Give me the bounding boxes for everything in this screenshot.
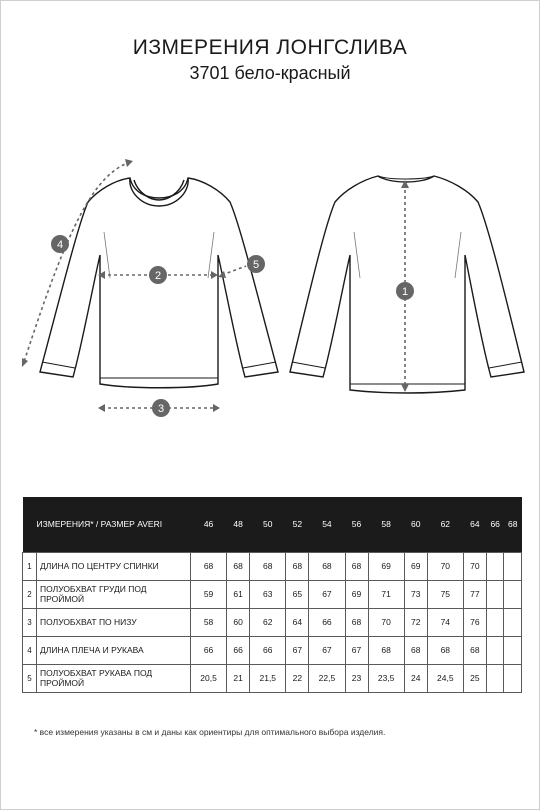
table-cell <box>504 552 522 580</box>
row-number: 3 <box>23 608 37 636</box>
row-label: ПОЛУОБХВАТ ГРУДИ ПОД ПРОЙМОЙ <box>37 580 191 608</box>
table-cell: 67 <box>309 580 345 608</box>
size-header: 60 <box>404 497 427 552</box>
table-cell: 76 <box>463 608 486 636</box>
table-cell: 61 <box>227 580 250 608</box>
back-collar <box>378 176 434 179</box>
table-cell <box>504 608 522 636</box>
size-header: 66 <box>486 497 504 552</box>
table-cell <box>486 552 504 580</box>
table-cell: 59 <box>191 580 227 608</box>
table-cell: 68 <box>427 636 463 664</box>
table-row <box>23 664 522 692</box>
size-header: 48 <box>227 497 250 552</box>
svg-text:5: 5 <box>252 259 260 271</box>
row-label: ПОЛУОБХВАТ РУКАВА ПОД ПРОЙМОЙ <box>37 664 191 692</box>
row-label: ПОЛУОБХВАТ ПО НИЗУ <box>37 608 191 636</box>
size-header: 52 <box>286 497 309 552</box>
table-cell: 73 <box>404 580 427 608</box>
svg-text:3: 3 <box>157 403 165 415</box>
marker-4-icon <box>51 235 69 253</box>
table-cell <box>486 580 504 608</box>
row-number: 1 <box>23 552 37 580</box>
table-cell: 67 <box>345 636 368 664</box>
table-cell <box>486 608 504 636</box>
table-cell: 70 <box>368 608 404 636</box>
marker-1-icon <box>396 282 414 300</box>
table-cell: 66 <box>309 608 345 636</box>
table-cell: 72 <box>404 608 427 636</box>
table-cell: 69 <box>345 580 368 608</box>
row-label: ДЛИНА ПЛЕЧА И РУКАВА <box>37 636 191 664</box>
table-cell <box>504 636 522 664</box>
svg-text:2: 2 <box>154 270 162 282</box>
table-cell: 68 <box>368 636 404 664</box>
svg-text:4: 4 <box>56 239 64 251</box>
table-cell: 75 <box>427 580 463 608</box>
table-cell <box>504 580 522 608</box>
page-title: ИЗМЕРЕНИЯ ЛОНГСЛИВА <box>132 36 408 59</box>
measure-line-sleeve <box>24 162 130 362</box>
table-row <box>23 608 522 636</box>
measure-lines <box>24 162 405 408</box>
size-header: 56 <box>345 497 368 552</box>
table-cell: 68 <box>463 636 486 664</box>
table-cell: 68 <box>286 552 309 580</box>
marker-2-icon <box>149 266 167 284</box>
table-row <box>23 636 522 664</box>
size-header: 58 <box>368 497 404 552</box>
table-cell: 71 <box>368 580 404 608</box>
table-cell: 24,5 <box>427 664 463 692</box>
table-cell: 66 <box>227 636 250 664</box>
table-cell: 70 <box>427 552 463 580</box>
table-cell: 23 <box>345 664 368 692</box>
table-cell <box>486 636 504 664</box>
table-cell: 23,5 <box>368 664 404 692</box>
garment-sketch <box>0 140 540 440</box>
table-cell: 65 <box>286 580 309 608</box>
size-header: 54 <box>309 497 345 552</box>
table-cell: 68 <box>250 552 286 580</box>
table-cell: 68 <box>191 552 227 580</box>
table-cell: 70 <box>463 552 486 580</box>
size-header: 50 <box>250 497 286 552</box>
table-cell: 22,5 <box>309 664 345 692</box>
table-cell: 67 <box>309 636 345 664</box>
table-cell: 68 <box>404 636 427 664</box>
table-cell: 69 <box>368 552 404 580</box>
table-cell: 25 <box>463 664 486 692</box>
size-header: 62 <box>427 497 463 552</box>
table-cell: 62 <box>250 608 286 636</box>
marker-5-icon <box>247 255 265 273</box>
table-cell: 74 <box>427 608 463 636</box>
table-cell: 69 <box>404 552 427 580</box>
table-cell: 22 <box>286 664 309 692</box>
size-header: 64 <box>463 497 486 552</box>
row-label: ДЛИНА ПО ЦЕНТРУ СПИНКИ <box>37 552 191 580</box>
row-number: 5 <box>23 664 37 692</box>
table-cell: 68 <box>227 552 250 580</box>
header-label: ИЗМЕРЕНИЯ* / РАЗМЕР AVERI <box>23 497 191 552</box>
svg-text:1: 1 <box>401 286 409 298</box>
table-cell: 20,5 <box>191 664 227 692</box>
size-header: 46 <box>191 497 227 552</box>
table-cell: 66 <box>250 636 286 664</box>
front-collar-inner <box>134 180 184 200</box>
table-cell <box>504 664 522 692</box>
table-cell: 63 <box>250 580 286 608</box>
table-cell: 77 <box>463 580 486 608</box>
table-cell: 68 <box>345 608 368 636</box>
table-cell: 68 <box>345 552 368 580</box>
table-cell: 21 <box>227 664 250 692</box>
table-cell <box>486 664 504 692</box>
table-cell: 24 <box>404 664 427 692</box>
row-number: 2 <box>23 580 37 608</box>
table-cell: 58 <box>191 608 227 636</box>
arrow-heads <box>22 159 409 412</box>
table-cell: 60 <box>227 608 250 636</box>
measure-line-sleeve-width <box>222 266 246 275</box>
table-cell: 68 <box>309 552 345 580</box>
page-subtitle: 3701 бело-красный <box>189 63 351 83</box>
size-table-header <box>23 497 522 552</box>
footnote: * все измерения указаны в см и даны как ориентиры для оптимального выбора изделия. <box>34 727 386 737</box>
table-cell: 21,5 <box>250 664 286 692</box>
row-number: 4 <box>23 636 37 664</box>
size-table <box>22 497 522 693</box>
table-row <box>23 552 522 580</box>
table-cell: 64 <box>286 608 309 636</box>
table-cell: 66 <box>191 636 227 664</box>
marker-3-icon <box>152 399 170 417</box>
table-cell: 67 <box>286 636 309 664</box>
table-row <box>23 580 522 608</box>
size-header: 68 <box>504 497 522 552</box>
